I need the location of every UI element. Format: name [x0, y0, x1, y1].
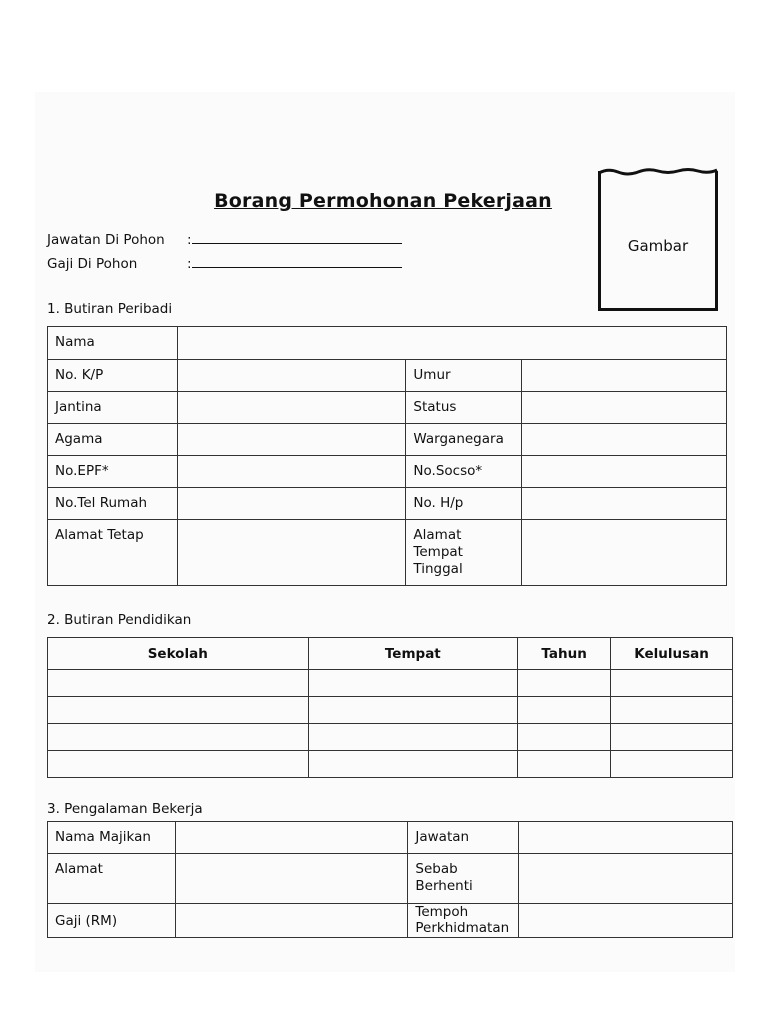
cell-input[interactable] [522, 360, 727, 392]
jawatan-field[interactable]: Jawatan Di Pohon : [47, 231, 402, 248]
table-row [48, 724, 733, 751]
cell-input[interactable] [611, 724, 733, 751]
cell-label: No.EPF* [48, 456, 178, 488]
cell-input[interactable] [518, 724, 611, 751]
cell-input[interactable] [177, 392, 406, 424]
cell-input[interactable] [177, 488, 406, 520]
cell-input[interactable] [177, 424, 406, 456]
cell-label: Alamat [48, 854, 176, 904]
gaji-label: Gaji Di Pohon [47, 256, 138, 272]
cell-input[interactable] [518, 670, 611, 697]
cell-input[interactable] [177, 520, 406, 586]
cell-input[interactable] [308, 670, 518, 697]
header-kelulusan: Kelulusan [611, 638, 733, 670]
cell-input[interactable] [518, 751, 611, 778]
cell-input[interactable] [519, 854, 733, 904]
cell-input[interactable] [522, 520, 727, 586]
cell-input[interactable] [611, 670, 733, 697]
cell-input[interactable] [175, 822, 408, 854]
gaji-field[interactable]: Gaji Di Pohon : [47, 255, 402, 272]
cell-label-nama: Nama [48, 327, 178, 360]
cell-label: Alamat Tetap [48, 520, 178, 586]
cell-label: Umur [406, 360, 522, 392]
cell-label: Agama [48, 424, 178, 456]
cell-input[interactable] [522, 392, 727, 424]
cell-label: No.Socso* [406, 456, 522, 488]
cell-input[interactable] [519, 904, 733, 938]
cell-input[interactable] [519, 822, 733, 854]
personal-details-table [47, 326, 727, 586]
education-table [47, 637, 733, 778]
cell-input[interactable] [48, 724, 309, 751]
cell-label: No. H/p [406, 488, 522, 520]
header-tempat: Tempat [308, 638, 518, 670]
work-experience-table [47, 821, 733, 938]
section2-heading: 2. Butiran Pendidikan [47, 612, 192, 628]
section3-heading: 3. Pengalaman Bekerja [47, 801, 203, 817]
cell-input[interactable] [522, 456, 727, 488]
cell-label: No. K/P [48, 360, 178, 392]
cell-input[interactable] [177, 456, 406, 488]
cell-label: Tempoh Perkhidmatan [408, 904, 519, 938]
cell-label: Warganegara [406, 424, 522, 456]
header-tahun: Tahun [518, 638, 611, 670]
cell-label: Sebab Berhenti [408, 854, 519, 904]
table-row [48, 751, 733, 778]
cell-label: Gaji (RM) [48, 904, 176, 938]
section1-heading: 1. Butiran Peribadi [47, 301, 173, 317]
header-sekolah: Sekolah [48, 638, 309, 670]
jawatan-label: Jawatan Di Pohon [47, 232, 165, 248]
cell-input[interactable] [48, 670, 309, 697]
cell-input[interactable] [175, 904, 408, 938]
cell-input[interactable] [518, 697, 611, 724]
cell-input[interactable] [611, 697, 733, 724]
jawatan-blank[interactable] [192, 231, 402, 244]
cell-input[interactable] [522, 488, 727, 520]
cell-input[interactable] [308, 751, 518, 778]
cell-input[interactable] [177, 360, 406, 392]
cell-label: No.Tel Rumah [48, 488, 178, 520]
cell-input[interactable] [175, 854, 408, 904]
cell-label: Jawatan [408, 822, 519, 854]
cell-label: Status [406, 392, 522, 424]
photo-box [598, 171, 718, 311]
photo-label: Gambar [627, 237, 689, 255]
gaji-blank[interactable] [192, 255, 402, 268]
cell-input[interactable] [611, 751, 733, 778]
table-row [48, 670, 733, 697]
photo-box-wavy-edge [598, 167, 718, 177]
cell-input[interactable] [522, 424, 727, 456]
form-title: Borang Permohonan Pekerjaan [214, 190, 552, 212]
cell-input[interactable] [308, 724, 518, 751]
cell-label: Jantina [48, 392, 178, 424]
table-row [48, 697, 733, 724]
cell-input[interactable] [48, 697, 309, 724]
cell-input[interactable] [308, 697, 518, 724]
cell-input-nama[interactable] [177, 327, 726, 360]
cell-label: Alamat Tempat Tinggal [406, 520, 522, 586]
cell-input[interactable] [48, 751, 309, 778]
cell-label: Nama Majikan [48, 822, 176, 854]
